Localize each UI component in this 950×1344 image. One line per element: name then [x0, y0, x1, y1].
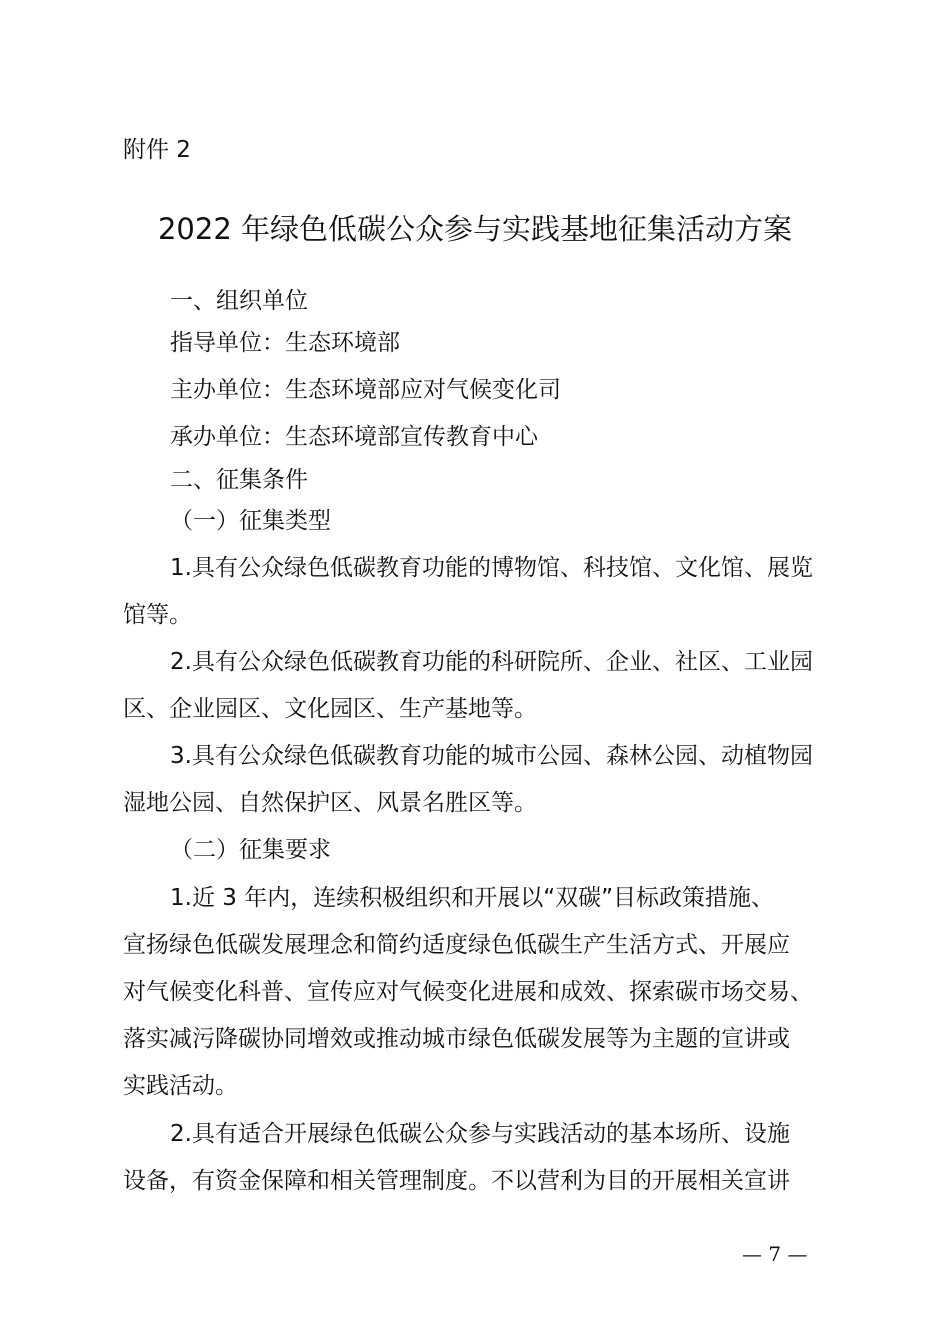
document-title: 2022 年绿色低碳公众参与实践基地征集活动方案: [157, 212, 793, 246]
paragraph-line: 设备，有资金保障和相关管理制度。不以营利为目的开展相关宣讲: [123, 1168, 790, 1194]
paragraph-line: 2.具有公众绿色低碳教育功能的科研院所、企业、社区、工业园: [170, 649, 813, 675]
subheading-types: （一）征集类型: [170, 508, 331, 534]
attachment-label: 附件 2: [123, 137, 191, 163]
paragraph-line: 宣扬绿色低碳发展理念和简约适度绿色低碳生产生活方式、开展应: [123, 932, 790, 958]
paragraph-line: 1.近 3 年内，连续积极组织和开展以“双碳”目标政策措施、: [170, 885, 775, 911]
paragraph-line: 落实减污降碳协同增效或推动城市绿色低碳发展等为主题的宣讲或: [123, 1026, 790, 1052]
section-heading-organizers: 一、组织单位: [170, 288, 308, 314]
paragraph-line: 对气候变化科普、宣传应对气候变化进展和成效、探索碳市场交易、: [123, 979, 813, 1005]
paragraph-line: 实践活动。: [123, 1073, 238, 1099]
section-heading-conditions: 二、征集条件: [170, 467, 308, 493]
guiding-unit: 指导单位：生态环境部: [170, 330, 400, 356]
paragraph-line: 2.具有适合开展绿色低碳公众参与实践活动的基本场所、设施: [170, 1121, 790, 1147]
paragraph-line: 3.具有公众绿色低碳教育功能的城市公园、森林公园、动植物园: [170, 743, 813, 769]
paragraph-line: 馆等。: [123, 602, 192, 628]
organizer-unit: 承办单位：生态环境部宣传教育中心: [170, 424, 538, 450]
paragraph-line: 1.具有公众绿色低碳教育功能的博物馆、科技馆、文化馆、展览: [170, 555, 813, 581]
subheading-requirements: （二）征集要求: [170, 837, 331, 863]
paragraph-line: 湿地公园、自然保护区、风景名胜区等。: [123, 790, 537, 816]
page-number: — 7 —: [742, 1242, 808, 1266]
paragraph-line: 区、企业园区、文化园区、生产基地等。: [123, 696, 537, 722]
host-unit: 主办单位：生态环境部应对气候变化司: [170, 377, 561, 403]
